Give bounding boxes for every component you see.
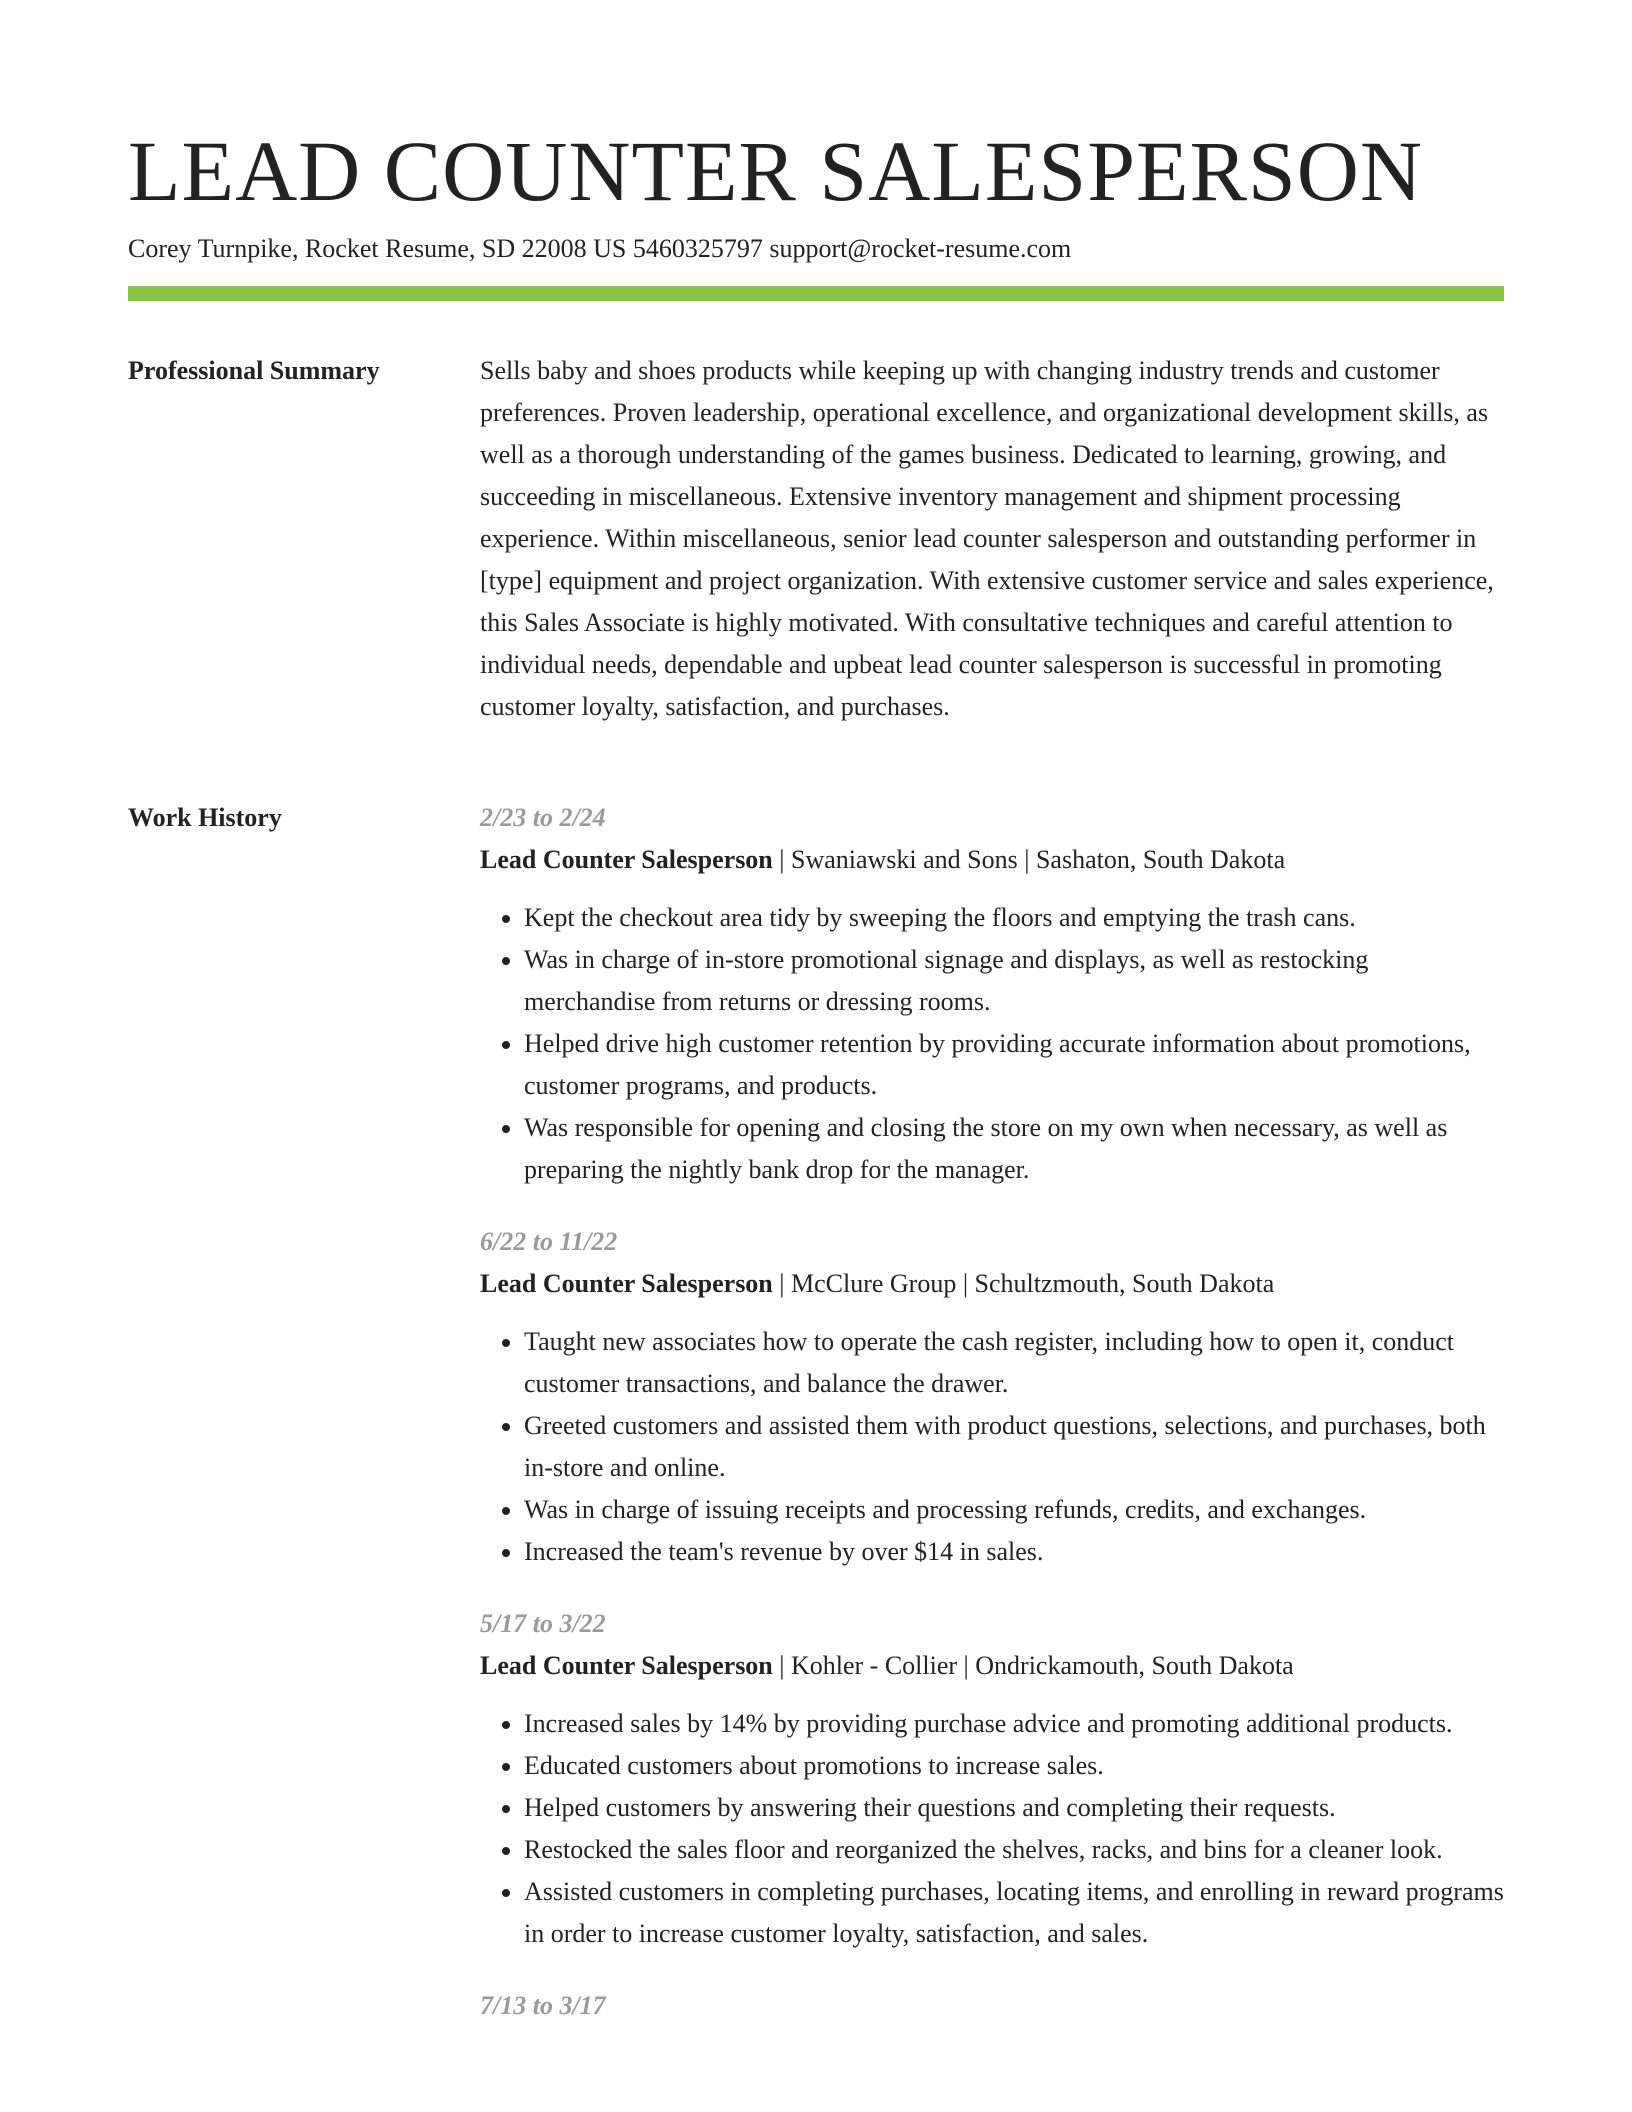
job-bullet: • Increased the team's revenue by over $14 in sales. bbox=[524, 1531, 1504, 1573]
job-bullet: • Greeted customers and assisted them with product questions, selections, and purchases, both in-store and online. bbox=[524, 1405, 1504, 1489]
job-title: Lead Counter Salesperson bbox=[480, 1269, 773, 1298]
job-entry bbox=[480, 1603, 1504, 1955]
job-bullet: • Restocked the sales floor and reorganized the shelves, racks, and bins for a cleaner look. bbox=[524, 1829, 1504, 1871]
job-bullet: • Taught new associates how to operate the cash register, including how to open it, conduct customer transactions, and balance the drawer. bbox=[524, 1321, 1504, 1405]
job-bullet: • Was in charge of in-store promotional signage and displays, as well as restocking merchandise from returns or dressing rooms. bbox=[524, 939, 1504, 1023]
job-details: | Swaniawski and Sons | Sashaton, South Dakota bbox=[772, 845, 1286, 874]
job-bullet: • Kept the checkout area tidy by sweeping the floors and emptying the trash cans. bbox=[524, 897, 1504, 939]
section-label-summary: Professional Summary bbox=[128, 356, 380, 385]
job-dates: 5/17 to 3/22 bbox=[480, 1609, 606, 1638]
job-bullet-list bbox=[480, 1321, 1504, 1573]
job-entry bbox=[480, 1221, 1504, 1573]
summary-text: Sells baby and shoes products while keeping up with changing industry trends and customer preferences. Proven leadership, operational excellence, and organizational development skills, as well as a thorough understanding of the games business. Dedicated to learning, growing, and succeeding in miscellaneous. Extensive inventory management and shipment processing experience. Within miscellaneous, senior lead counter salesperson and outstanding performer in [type] equipment and project organization. With extensive customer service and sales experience, this Sales Associate is highly motivated. With consultative techniques and careful attention to individual needs, dependable and upbeat lead counter salesperson is successful in promoting customer loyalty, satisfaction, and purchases. bbox=[480, 356, 1494, 721]
job-heading bbox=[480, 1263, 1504, 1305]
job-dates: 7/13 to 3/17 bbox=[480, 1991, 606, 2020]
job-dates: 6/22 to 11/22 bbox=[480, 1227, 618, 1256]
contact-line: Corey Turnpike, Rocket Resume, SD 22008 US 5460325797 support@rocket-resume.com bbox=[128, 234, 1072, 263]
job-title: Lead Counter Salesperson bbox=[480, 1651, 773, 1680]
job-bullet: • Helped drive high customer retention by providing accurate information about promotions, customer programs, and products. bbox=[524, 1023, 1504, 1107]
job-heading bbox=[480, 1645, 1504, 1687]
job-details: | Kohler - Collier | Ondrickamouth, South Dakota bbox=[772, 1651, 1294, 1680]
job-heading bbox=[480, 839, 1504, 881]
job-bullet: • Helped customers by answering their questions and completing their requests. bbox=[524, 1787, 1504, 1829]
section-label-work-history: Work History bbox=[128, 803, 282, 832]
summary-body bbox=[480, 350, 1504, 728]
header-divider bbox=[128, 286, 1504, 301]
job-bullet: • Was responsible for opening and closing the store on my own when necessary, as well as preparing the nightly bank drop for the manager. bbox=[524, 1107, 1504, 1191]
job-bullet: • Was in charge of issuing receipts and processing refunds, credits, and exchanges. bbox=[524, 1489, 1504, 1531]
job-bullet-list bbox=[480, 1703, 1504, 1955]
resume-title: LEAD COUNTER SALESPERSON bbox=[128, 123, 1423, 219]
job-details: | McClure Group | Schultzmouth, South Dakota bbox=[772, 1269, 1275, 1298]
job-bullet: • Assisted customers in completing purchases, locating items, and enrolling in reward programs in order to increase customer loyalty, satisfaction, and sales. bbox=[524, 1871, 1504, 1955]
job-bullet: • Educated customers about promotions to increase sales. bbox=[524, 1745, 1504, 1787]
job-dates: 2/23 to 2/24 bbox=[480, 803, 606, 832]
work-history-body bbox=[480, 797, 1504, 2057]
job-title: Lead Counter Salesperson bbox=[480, 845, 773, 874]
job-entry bbox=[480, 1985, 1504, 2027]
job-bullet-list bbox=[480, 897, 1504, 1191]
job-bullet: • Increased sales by 14% by providing purchase advice and promoting additional products. bbox=[524, 1703, 1504, 1745]
job-entry bbox=[480, 797, 1504, 1191]
